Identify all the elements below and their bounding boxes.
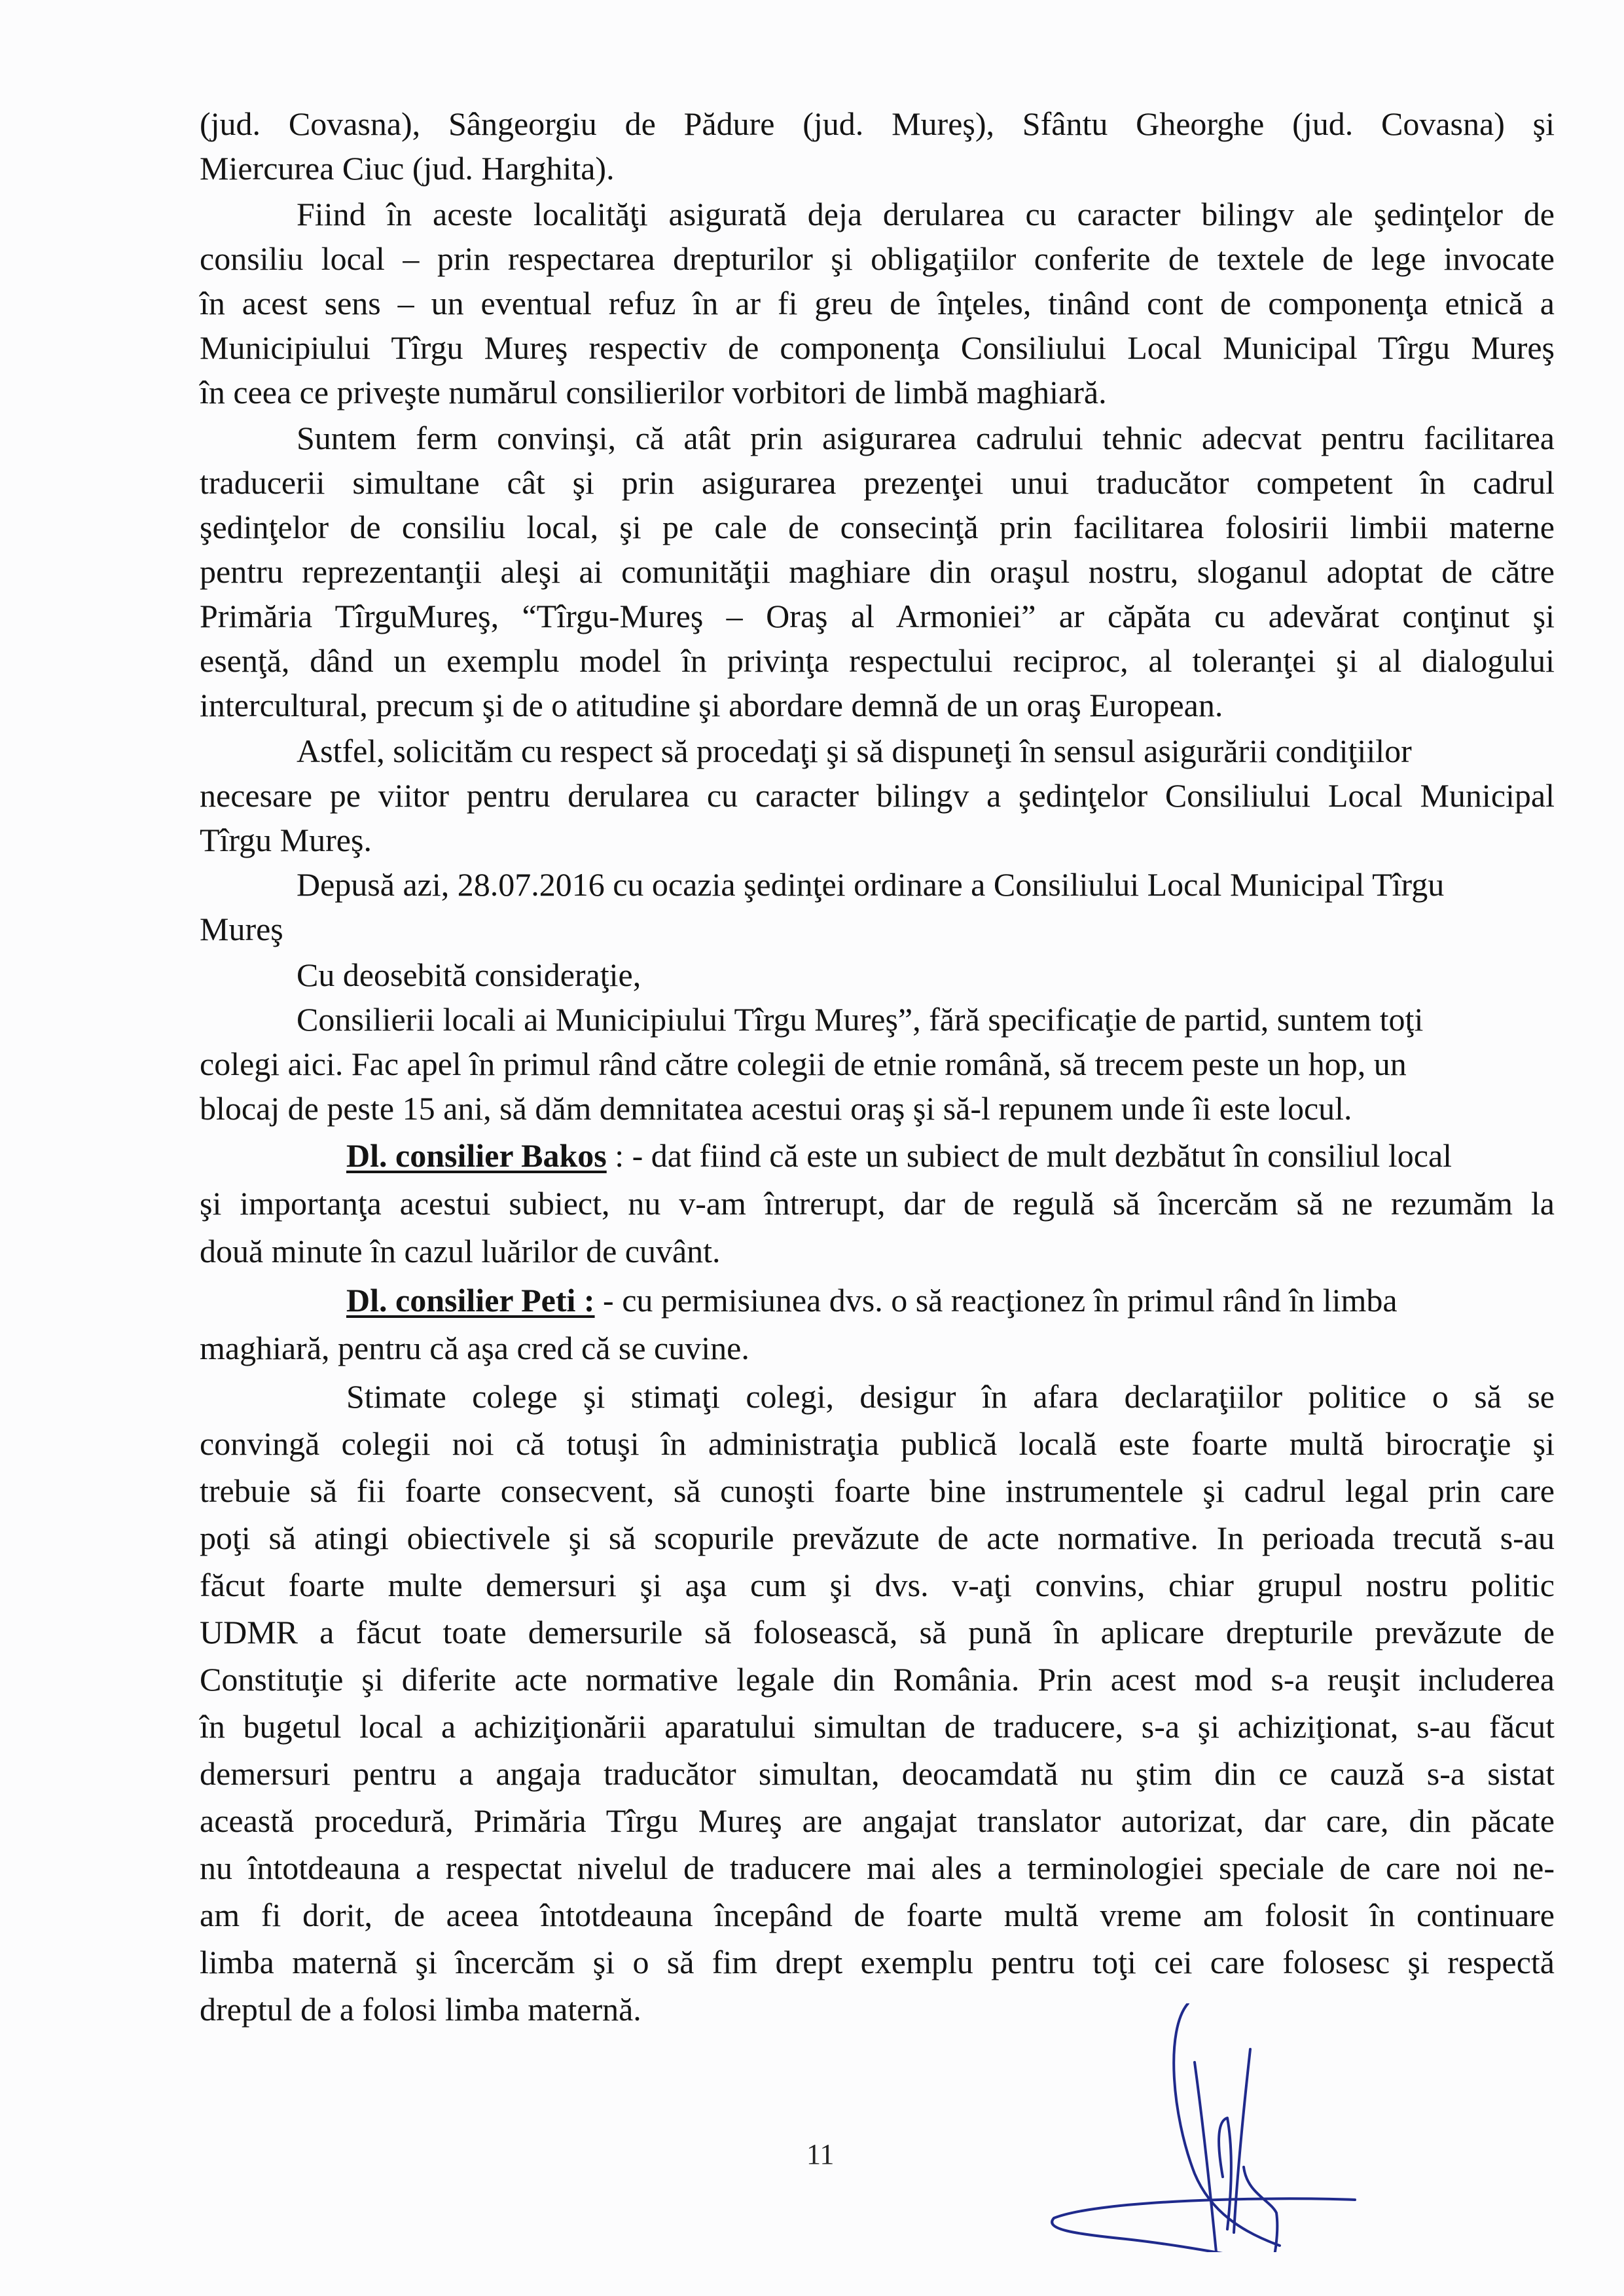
text-line: maghiară, pentru că aşa cred că se cuvine.: [200, 1330, 749, 1366]
text-line: UDMR a făcut toate demersurile să folosească, să pună în aplicare drepturile prevăzute de: [200, 1614, 1555, 1650]
closing-salutation: Cu deosebită consideraţie,: [297, 957, 641, 993]
text-line: două minute în cazul luărilor de cuvânt.: [200, 1233, 721, 1269]
text-line: şedinţelor de consiliu local, şi pe cale de consecinţă prin facilitarea folosirii limbii materne: [200, 509, 1555, 545]
text-line: nu întotdeauna a respectat nivelul de traducere mai ales a terminologiei speciale de care noi ne-: [200, 1850, 1555, 1886]
paragraph-first-line: Stimate colege şi stimaţi colegi, desigur în afara declaraţiilor politice o să se: [346, 1378, 1555, 1415]
signature-stroke: [1244, 2167, 1277, 2252]
paragraph-first-line: Consilierii locali ai Municipiului Tîrgu Mureş”, fără specificaţie de partid, suntem toţi: [297, 1001, 1424, 1038]
text-line: dreptul de a folosi limba maternă.: [200, 1991, 641, 2028]
speaker-label: Dl. consilier Bakos: [346, 1137, 607, 1174]
text-line: consiliu local – prin respectarea drepturilor şi obligaţiilor conferite de textele de lege invocate: [200, 240, 1555, 277]
signature: [903, 2003, 1401, 2252]
signature-stroke: [1234, 2049, 1250, 2232]
text-line: convingă colegii noi că totuşi în administraţia publică locală este foarte multă birocraţie şi: [200, 1425, 1555, 1462]
text-line: intercultural, precum şi de o atitudine şi abordare demnă de un oraş European.: [200, 687, 1223, 723]
text-line: această procedură, Primăria Tîrgu Mureş are angajat translator autorizat, dar care, din păcate: [200, 1802, 1555, 1839]
text-line: esenţă, dând un exemplu model în privinţa respectului reciproc, al toleranţei şi al dialogului: [200, 642, 1555, 679]
speaker-text: - dat fiind că este un subiect de mult dezbătut în consiliul local: [632, 1137, 1453, 1174]
text-line: traducerii simultane cât şi prin asigurarea prezenţei unui traducător competent în cadrul: [200, 464, 1555, 501]
text-line: trebuie să fii foarte consecvent, să cunoşti foarte bine instrumentele şi cadrul legal prin care: [200, 1472, 1555, 1509]
text-line: Municipiului Tîrgu Mureş respectiv de componenţa Consiliului Local Municipal Tîrgu Mureş: [200, 329, 1555, 366]
paragraph-first-line: Suntem ferm convinşi, că atât prin asigurarea cadrului tehnic adecvat pentru facilitarea: [297, 420, 1555, 456]
text-line: Mureş: [200, 911, 283, 947]
text-line: am fi dorit, de aceea întotdeauna începând de foarte multă vreme am folosit în continuare: [200, 1897, 1555, 1933]
text-line: pentru reprezentanţii aleşi ai comunităţii maghiare din oraşul nostru, sloganul adoptat de către: [200, 553, 1555, 590]
speaker-paragraph-peti: [346, 1281, 1555, 1320]
text-line: (jud. Covasna), Sângeorgiu de Pădure (jud. Mureş), Sfântu Gheorghe (jud. Covasna) şi: [200, 105, 1555, 142]
signature-stroke: [1052, 2198, 1355, 2252]
speaker-label-suffix: :: [606, 1137, 632, 1174]
speaker-label-suffix: [595, 1282, 604, 1319]
text-line: şi importanţa acestui subiect, nu v-am întrerupt, dar de regulă să încercăm să ne rezumăm la: [200, 1185, 1555, 1222]
text-line: poţi să atingi obiectivele şi să scopurile prevăzute de acte normative. In perioada trecută s-au: [200, 1520, 1555, 1556]
paragraph-first-line: Astfel, solicităm cu respect să procedaţi şi să dispuneţi în sensul asigurării condiţiilor: [297, 733, 1412, 769]
speaker-label: Dl. consilier Peti :: [346, 1282, 595, 1319]
signature-stroke: [1174, 2003, 1280, 2246]
text-line: Tîrgu Mureş.: [200, 822, 372, 858]
text-line: colegi aici. Fac apel în primul rând către colegii de etnie română, să trecem peste un hop, un: [200, 1046, 1407, 1082]
speaker-paragraph-bakos: [346, 1136, 1555, 1175]
paragraph-first-line: Depusă azi, 28.07.2016 cu ocazia şedinţei ordinare a Consiliului Local Municipal Tîrgu: [297, 866, 1445, 903]
text-line: în acest sens – un eventual refuz în ar fi greu de înţeles, tinând cont de componenţa etnică a: [200, 285, 1555, 321]
signature-stroke: [1195, 2062, 1216, 2252]
text-line: blocaj de peste 15 ani, să dăm demnitatea acestui oraş şi să-l repunem unde îi este locul.: [200, 1090, 1352, 1127]
page-number: 11: [806, 2138, 835, 2170]
text-line: Miercurea Ciuc (jud. Harghita).: [200, 150, 615, 187]
paragraph-first-line: Fiind în aceste localităţi asigurată deja derularea cu caracter bilingv ale şedinţelor de: [297, 196, 1555, 232]
text-line: făcut foarte multe demersuri şi aşa cum şi dvs. v-aţi convins, chiar grupul nostru politic: [200, 1567, 1555, 1603]
text-line: necesare pe viitor pentru derularea cu caracter bilingv a şedinţelor Consiliului Local Municipal: [200, 777, 1555, 814]
text-line: limba maternă şi încercăm şi o să fim drept exemplu pentru toţi cei care folosesc şi respectă: [200, 1944, 1555, 1980]
text-line: Constituţie şi diferite acte normative legale din România. Prin acest mod s-a reuşit includerea: [200, 1661, 1555, 1698]
speaker-text: - cu permisiunea dvs. o să reacţionez în primul rând în limba: [603, 1282, 1398, 1319]
text-line: în bugetul local a achiziţionării aparatului simultan de traducere, s-a şi achiziţionat, s-au făcut: [200, 1708, 1555, 1745]
text-line: demersuri pentru a angaja traducător simultan, deocamdată nu ştim din ce cauză s-a sistat: [200, 1755, 1555, 1792]
text-line: Primăria TîrguMureş, “Tîrgu-Mureş – Oraş al Armoniei” ar căpăta cu adevărat conţinut şi: [200, 598, 1555, 634]
text-line: în ceea ce priveşte numărul consilierilor vorbitori de limbă maghiară.: [200, 374, 1107, 410]
